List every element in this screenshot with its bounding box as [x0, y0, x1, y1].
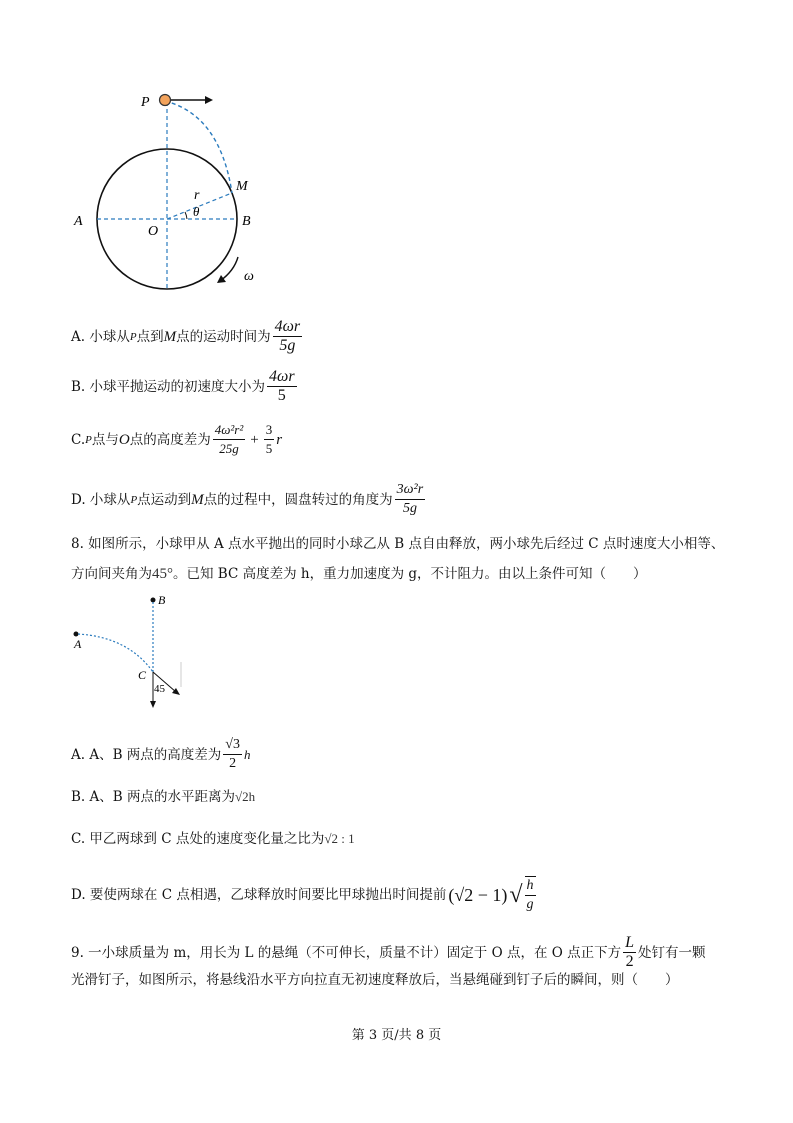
q7-option-b: B. 小球平抛运动的初速度大小为 $\frac{4\omega r}{5}$: [71, 368, 295, 404]
rotation-arrowhead: [217, 275, 226, 283]
label-m: M: [236, 179, 248, 194]
projectile-curve: [78, 634, 153, 672]
theta-arc: [185, 212, 187, 219]
q7-option-a: A. 小球从 P 点到 M 点的运动时间为 $\frac{4\omega r}{5g}$: [71, 318, 301, 354]
q9-stem-line2: 光滑钉子，如图所示，将悬线沿水平方向拉直无初速度释放后，当悬绳碰到钉子后的瞬间，则（ ）: [71, 972, 679, 988]
label-omega: ω: [244, 269, 254, 284]
q8-option-b: B. A、B 两点的水平距离为 √2h: [71, 789, 256, 805]
label-o: O: [148, 224, 159, 239]
point-a: [74, 632, 79, 637]
label-b2: B: [158, 593, 166, 607]
sqrt-sign: √: [509, 882, 523, 908]
label-theta: θ: [193, 204, 200, 219]
q7c-fraction-1: $\frac{\text{4ω²r²}}{25g}$: [214, 422, 244, 456]
q7b-fraction: $\frac{4\omega r}{5}$: [269, 368, 295, 404]
q7c-fraction-2: $\frac{3}{5}$: [265, 422, 273, 456]
label-a: A: [74, 214, 83, 229]
ball-p: [160, 95, 171, 106]
page-footer: 第 3 页/共 8 页: [351, 1028, 442, 1043]
q9-stem-line1: 9. 一小球质量为 m，用长为 L 的悬绳（不可伸长，质量不计）固定于 O 点，在 O 点正下方 $\frac{L}{2}$ 处钉有一颗: [71, 934, 706, 970]
figure-disc: [70, 85, 270, 295]
label-45: 45: [154, 683, 165, 695]
q8-option-a: A. A、B 两点的高度差为 $\frac{√3}{2}$ h: [71, 737, 251, 771]
q8-stem-line2: 方向间夹角为 45° 。已知 BC 高度差为 h，重力加速度为 g，不计阻力。由以上条件可知（ ）: [71, 566, 647, 582]
q9-fraction: $\frac{L}{2}$: [625, 934, 635, 970]
vertical-arrowhead: [150, 701, 156, 708]
radius-to-m: [167, 193, 232, 219]
trajectory-curve: [165, 101, 232, 193]
label-r: r: [194, 188, 200, 203]
point-b: [151, 598, 156, 603]
q7a-fraction: $\frac{4\omega r}{5g}$: [274, 318, 301, 354]
label-c: C: [138, 668, 147, 682]
label-b: B: [242, 214, 251, 229]
q8-option-c: C. 甲乙两球到 C 点处的速度变化量之比为 √2 : 1: [71, 831, 355, 847]
velocity-arrowhead: [205, 96, 213, 104]
q7d-fraction: $\frac{\text{3ω²r}}{5g}$: [396, 482, 424, 516]
q8-stem-line1: 8. 如图所示，小球甲从 A 点水平抛出的同时小球乙从 B 点自由释放，两小球先后经过 C 点时速度大小相等、: [71, 536, 725, 552]
label-a2: A: [74, 637, 82, 651]
q8a-fraction: $\frac{√3}{2}$: [225, 737, 240, 771]
figure-projectile: [68, 592, 198, 712]
q8d-fraction: $\frac{h}{g}$: [526, 878, 534, 912]
q7-option-d: D. 小球从 P 点运动到 M 点的过程中，圆盘转过的角度为 $\frac{\text{3ω²r}}{5g}$: [71, 482, 424, 516]
label-p: P: [141, 95, 150, 110]
q7-option-c: C. P 点与 O 点的高度差为 $\frac{\text{4ω²r²}}{25g}$ + $\frac{3}{5}$ r: [71, 422, 283, 456]
q8-option-d: D. 要使两球在 C 点相遇，乙球释放时间要比甲球抛出时间提前 (√2 − 1) √ $\frac{h}{g}$: [71, 878, 534, 912]
